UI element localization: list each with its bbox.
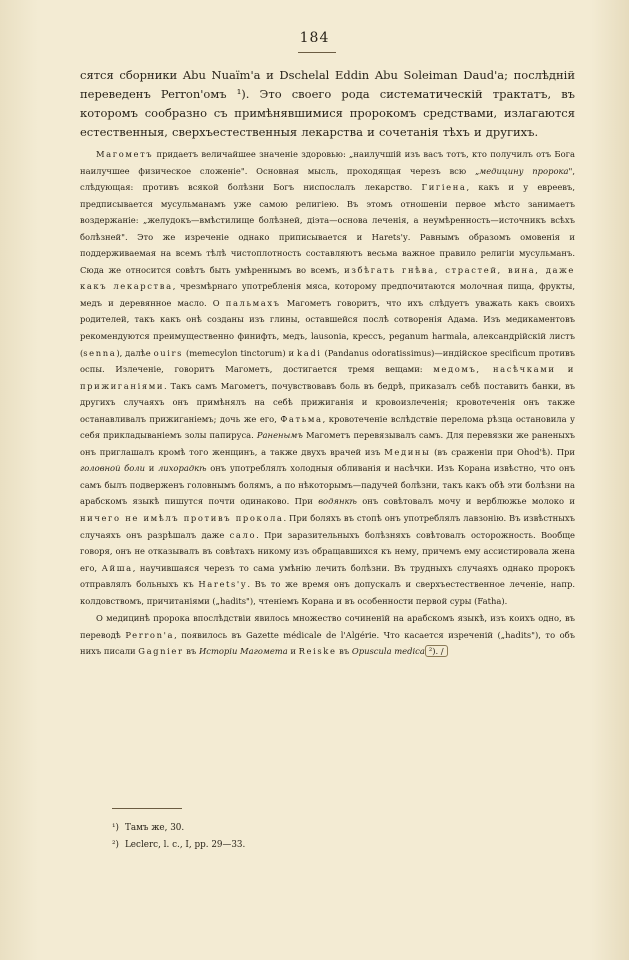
text-run: ), далѣе (116, 347, 154, 358)
text-run: и (287, 646, 299, 657)
text-run-spaced: ничего не имѣлъ противъ прокола (80, 513, 284, 524)
footnote-number: ²) (112, 840, 119, 850)
intro-paragraph: сятся сборники Abu Nuaïm'a и Dschelal Eddin Abu Soleiman Daud'a; послѣдній переведенъ Perron'омъ ¹). Это своего рода систематическій трактатъ, въ которомъ сообразно съ примѣнявшимися пророкомъ средствами, излагаются естественныя, сверхъестественныя лекарства и сочетанія тѣхъ и другихъ. (80, 68, 575, 139)
text-run-spaced: Gagnier (138, 646, 184, 657)
text-run-italic: лихорадкѣ (157, 463, 207, 474)
main-paragraph (80, 146, 575, 609)
text-run-italic: медицину пророка (479, 165, 569, 176)
text-run-spaced: избѣгать гнѣва, страстей, вина, даже какъ лекарства (80, 264, 575, 292)
text-run-spaced: сало (229, 529, 257, 540)
text-run: (въ сраженіи при Ohod'ѣ). При (430, 446, 575, 457)
text-run-italic: Opuscula medica (351, 646, 425, 657)
text-run: и (145, 463, 158, 474)
text-run-spaced: пальмахъ (225, 297, 281, 308)
text-run: О медицинѣ пророка впослѣдствіи явилось множество сочиненій на арабскомъ языкѣ, изъ коихъ одно, въ переводѣ (80, 613, 575, 640)
text-run-spaced: Медины (384, 446, 431, 457)
text-run-spaced: Фатьма (280, 413, 323, 424)
text-run-spaced: Reiske (298, 646, 337, 657)
text-run: , научившаяся черезъ то сама умѣнію лечить болѣзни. Въ трудныхъ случаяхъ однако пророкъ отправлялъ больныхъ къ (80, 562, 575, 590)
footnote-1 (112, 820, 532, 837)
text-run: . При боляхъ въ стопѣ онъ употреблялъ лавзонію. Въ извѣстныхъ случаяхъ онъ разрѣшалъ даже (80, 513, 575, 540)
text-run: онъ совѣтовалъ мочу и верблюжье молоко и (356, 496, 576, 507)
text-run-spaced: Гигіена (421, 182, 467, 193)
footnote-2 (112, 837, 532, 854)
text-run: . Въ то же время онъ допускалъ и сверхъестественное леченіе, напр. колдовствомъ, причитаніями („hadits"), чтеніемъ Корана и въ особенности первой суры (Fatha). (80, 579, 575, 606)
footnote-number: ¹) (112, 823, 119, 833)
text-run: , появилось въ Gazette médicale de l'Algérie. Что касается изреченій („hadits"), то объ нихъ писали (80, 629, 575, 657)
text-run-italic: головной боли (80, 463, 146, 474)
text-run-spaced: senna (83, 347, 117, 358)
text-run: онъ употреблялъ холодныя обливанія и насѣчки. Изъ Корана извѣстно, что онъ самъ былъ подверженъ головнымъ болямъ, а по нѣкоторымъ—падучей болѣзни, такъ какъ обѣ эти болѣзни на арабскомъ языкѣ пишутся почти одинаково. При (80, 463, 575, 507)
text-run: Магометъ (96, 149, 154, 159)
text-run: (memecylon tinctorum) и (183, 347, 298, 358)
text-run: придаетъ величайшее значеніе здоровью: „наилучшій изъ васъ тотъ, кто получилъ отъ Бога наилучшее физическое сложеніе". Основная мысль, проходящая черезъ всю „ (80, 149, 575, 176)
text-run: , какъ и у евреевъ, предписывается мусульманамъ уже самою религіею. Въ этомъ отношеніи первое мѣсто занимаетъ воздержаніе: „желудокъ—вмѣстилище болѣзней, діэта—основа леченія, а неумѣренность—источникъ всѣхъ болѣзней". Это же изреченіе однако приписывается и Harets'у. Равнымъ образомъ омовенія и поддерживаемая на всемъ тѣлѣ чистоплотность составляютъ весьма важное правило религіи мусульманъ. Сюда же относится совѣтъ быть умѣреннымъ во всемъ, (80, 182, 576, 275)
footnotes (112, 820, 532, 854)
text-run: Магометъ говоритъ, что ихъ слѣдуетъ уважать какъ своихъ родителей, такъ какъ онѣ созданы изъ глины, оставшейся послѣ сотворенія Адама. Изъ медикаментовъ рекомендуются преимущественно финифть, медъ, lausonia, крессъ, peganum harmala, александрійскій листъ ( (80, 297, 575, 358)
text-run-spaced: ouirs (153, 347, 184, 358)
text-run: (Pandanus odoratissimus)—индійское specificum противъ оспы. Излеченіе, говоритъ Магометъ, достигается тремя вещами: (80, 347, 575, 375)
text-run-italic: водянкѣ (318, 496, 357, 507)
text-run-spaced: Айша (101, 562, 133, 573)
text-run: ", слѣдующая: противъ всякой болѣзни Богъ ниспослалъ лекарство. (80, 165, 575, 193)
text-run-italic: Раненымъ (256, 430, 303, 441)
page-number: 184 (299, 30, 330, 46)
text-run: Магометъ перевязывалъ самъ. Для перевязки же раненыхъ онъ приглашалъ кромѣ того женщинъ, а также двухъ врачей изъ (80, 430, 575, 457)
text-run: , чрезмѣрнаго употребленія мяса, которому предпочитаются молочная пища, фрукты, медъ и деревянное масло. О (80, 281, 576, 308)
text-run-spaced: медомъ, насѣчками и прижиганіями (80, 364, 575, 391)
handwritten-mark: ²). / (425, 645, 448, 657)
footnote-text: Leclerc, l. c., I, pp. 29—33. (124, 840, 246, 850)
text-run: . При заразительныхъ болѣзняхъ совѣтовалъ осторожность. Вообще говоря, онъ не отказывалъ въ совѣтахъ никому изъ обращавшихся къ нему, причемъ ему ассистировала жена его, (80, 529, 575, 573)
text-run: . Такъ самъ Магометъ, почувствовавъ боль въ бедрѣ, приказалъ себѣ поставить банки, въ другихъ случаяхъ онъ примѣнялъ на себѣ прижиганія и кровоизлеченія; кровотеченія онъ также останавливалъ прижиганіемъ; дочь же его, (80, 380, 575, 424)
text-run: въ (183, 646, 199, 657)
footnote-text: Тамъ же, 30. (124, 823, 185, 833)
closing-paragraph (80, 610, 575, 660)
text-run: въ (336, 646, 352, 657)
text-run-spaced: Harets'у (198, 579, 248, 590)
text-run-italic: Исторіи Магомета (198, 646, 288, 657)
footnote-rule (112, 808, 182, 809)
text-run: , кровотеченіе вслѣдствіе перелома рѣзца остановила у себя прикладываніемъ золы папируса. (80, 413, 575, 441)
body-text (80, 66, 575, 660)
text-run-spaced: kadi (297, 347, 322, 358)
header-rule (298, 52, 336, 53)
text-run-spaced: Perron'a (125, 629, 175, 640)
